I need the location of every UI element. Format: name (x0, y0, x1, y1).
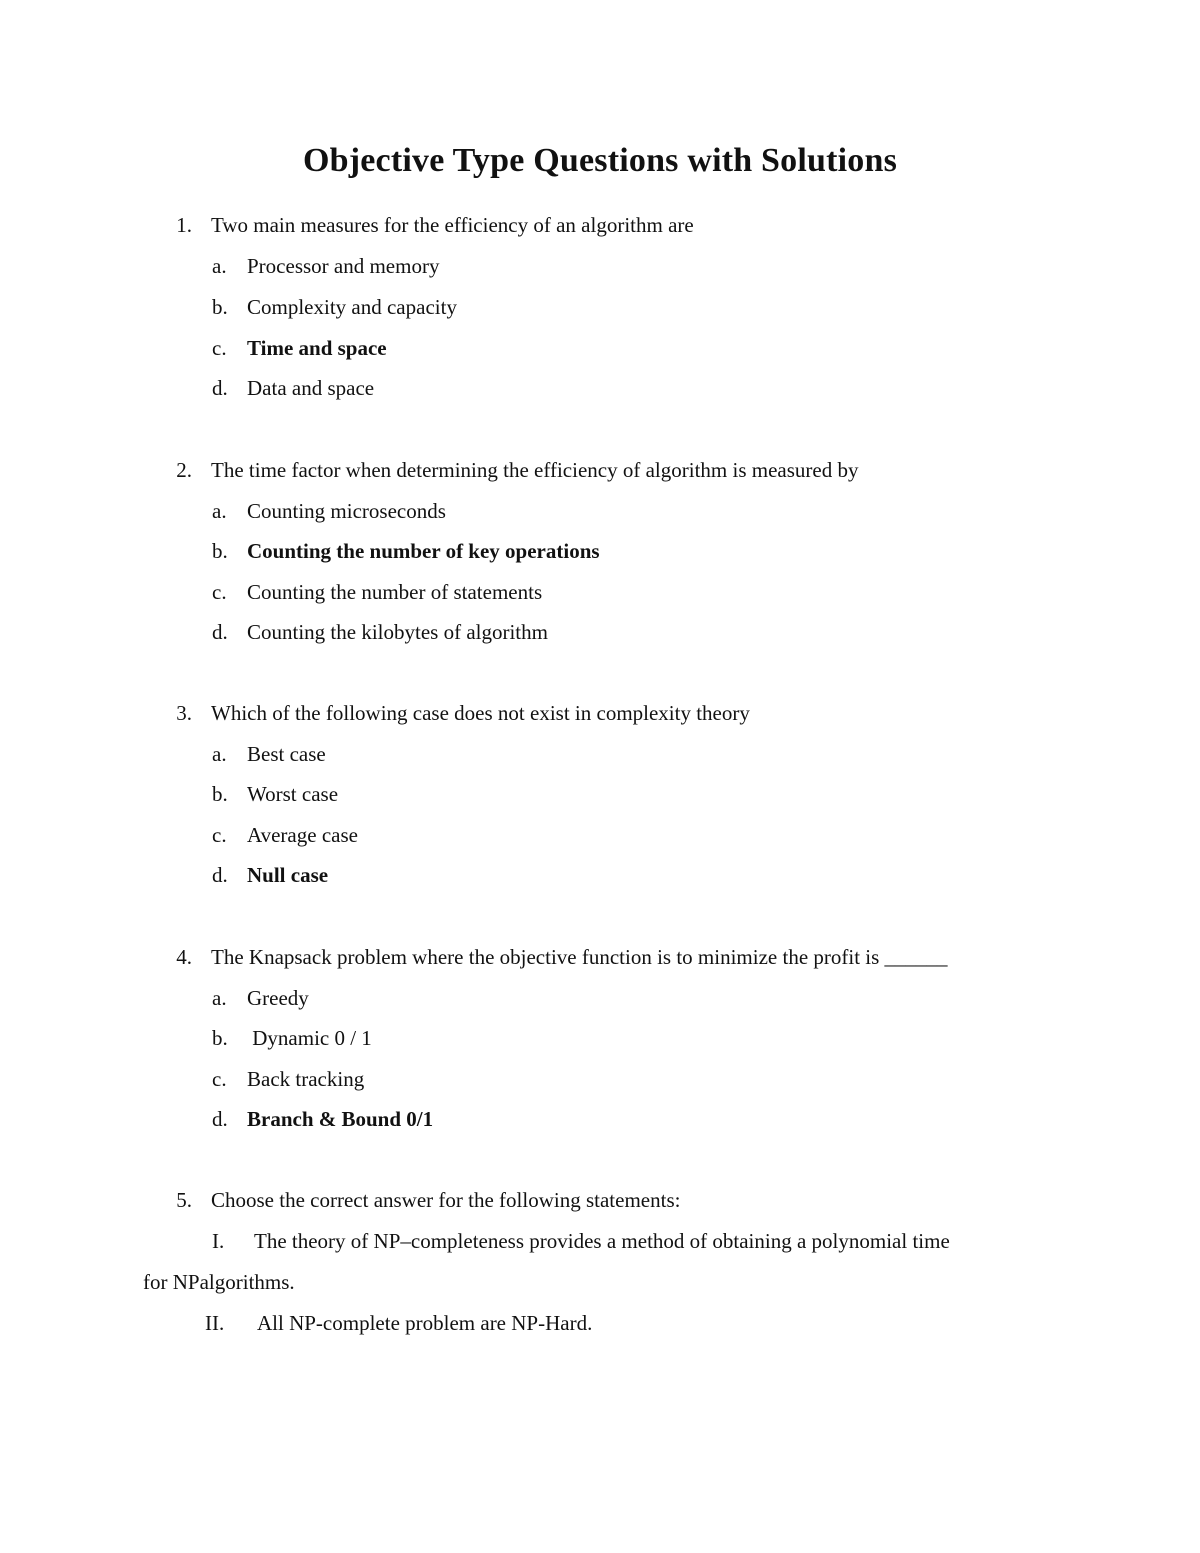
correct-answer-text: Counting the number of key operations (247, 539, 600, 563)
option-letter: c. (212, 336, 227, 360)
option-letter: a. (212, 742, 227, 766)
option-text: Processor and memory (247, 254, 440, 278)
question-text: Which of the following case does not exist in complexity theory (211, 701, 750, 725)
question-number: 4. (176, 945, 192, 969)
option-letter: b. (212, 539, 228, 563)
question-number: 1. (176, 213, 192, 237)
option-letter: a. (212, 254, 227, 278)
option-text: Greedy (247, 986, 309, 1010)
option-letter: a. (212, 986, 227, 1010)
question-text: The Knapsack problem where the objective function is to minimize the profit is ______ (211, 945, 948, 969)
option-text: Dynamic 0 / 1 (247, 1026, 372, 1050)
option-text: Back tracking (247, 1067, 365, 1091)
question-number: 5. (176, 1188, 192, 1212)
option-letter: d. (212, 863, 228, 887)
option-text: Average case (247, 823, 358, 847)
question-number: 3. (176, 701, 192, 725)
option-letter: c. (212, 823, 227, 847)
option-letter: b. (212, 782, 228, 806)
option-letter: b. (212, 1026, 228, 1050)
question-text: The time factor when determining the efficiency of algorithm is measured by (211, 458, 859, 482)
option-letter: d. (212, 620, 228, 644)
option-text: Counting microseconds (247, 499, 446, 523)
correct-answer-text: Null case (247, 863, 329, 887)
option-letter: d. (212, 1107, 228, 1131)
option-text: Counting the kilobytes of algorithm (247, 620, 548, 644)
option-text: Complexity and capacity (247, 295, 457, 319)
option-letter: b. (212, 295, 228, 319)
option-letter: c. (212, 1067, 227, 1091)
option-text: Worst case (247, 782, 339, 806)
question-number: 2. (176, 458, 192, 482)
correct-answer-text: Time and space (247, 336, 387, 360)
page-title: Objective Type Questions with Solutions (302, 142, 898, 179)
correct-answer-text: Branch & Bound 0/1 (247, 1107, 434, 1131)
option-letter: d. (212, 376, 228, 400)
statement-numeral: I. (212, 1229, 225, 1253)
option-text: Best case (247, 742, 326, 766)
question-text: Choose the correct answer for the following statements: (211, 1188, 681, 1212)
option-text: Counting the number of statements (247, 580, 543, 604)
option-letter: c. (212, 580, 227, 604)
statement-text: All NP-complete problem are NP-Hard. (257, 1311, 593, 1335)
question-text: Two main measures for the efficiency of an algorithm are (211, 213, 694, 237)
statement-continuation-text: for NPalgorithms. (143, 1270, 295, 1294)
option-letter: a. (212, 499, 227, 523)
statement-text: The theory of NP–completeness provides a method of obtaining a polynomial time (254, 1229, 950, 1253)
option-text: Data and space (247, 376, 375, 400)
statement-numeral: II. (205, 1311, 225, 1335)
